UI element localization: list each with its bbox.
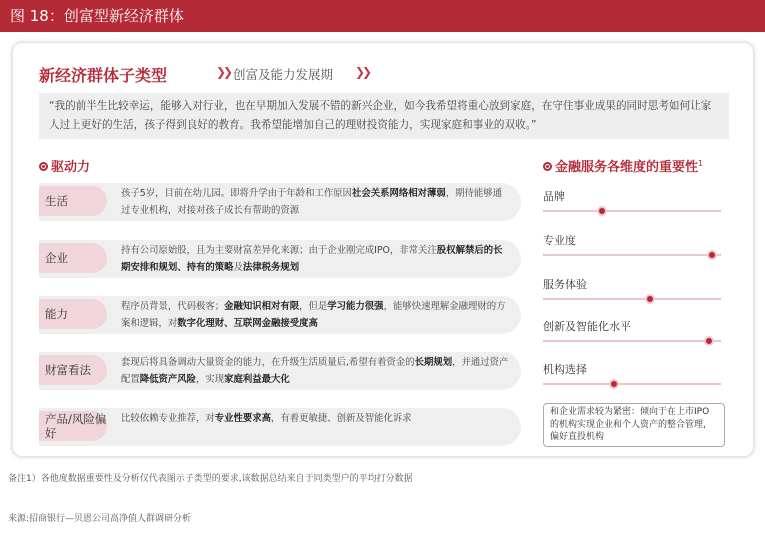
importance-heading: 金融服务各维度的重要性$^1$ xyxy=(543,156,703,175)
driver-tag: 财富看法 xyxy=(39,355,107,385)
double-chevron-right-icon: ❯❯ xyxy=(216,65,231,79)
importance-track xyxy=(543,340,721,342)
importance-marker xyxy=(707,250,717,260)
driver-tag: 企业 xyxy=(39,243,107,273)
driver-tag: 生活 xyxy=(39,186,107,216)
persona-card xyxy=(12,42,754,457)
importance-track xyxy=(543,210,721,212)
driver-row xyxy=(39,408,521,446)
stage-label: 创富及能力发展期 xyxy=(233,67,334,82)
dimension-label: 机构选择 xyxy=(543,363,587,376)
importance-marker xyxy=(704,336,714,346)
importance-marker xyxy=(597,206,607,216)
driver-tag: 能力 xyxy=(39,299,107,329)
driver-description: 套现后将具备调动大量资金的能力，在升级生活质量后,希望有着资金的长期规划，并通过资产配置降低资产风险，实现家庭利益最大化 xyxy=(121,357,509,385)
footnote: 备注1）各他度数据重要性及分析仅代表图示子类型的要求,该数据总结来自于同类型户的平均打分数据 xyxy=(8,474,413,484)
importance-marker xyxy=(645,294,655,304)
importance-track xyxy=(543,298,721,300)
driver-description: 持有公司原始股，且为主要财富差异化来源；由于企业刚完成IPO，非常关注股权解禁后的长期安排和规划、持有的策略及法律税务规划 xyxy=(121,245,503,273)
double-chevron-right-icon: ❯❯ xyxy=(355,65,370,79)
figure-title: 图 18：创富型新经济群体 xyxy=(0,0,765,32)
dimension-label: 专业度 xyxy=(543,234,576,247)
dimension-label: 服务体验 xyxy=(543,278,587,291)
target-icon xyxy=(543,162,552,171)
source-note: 来源:招商银行—贝恩公司高净值人群调研分析 xyxy=(8,514,192,524)
driver-row xyxy=(39,352,521,390)
dimension-label: 创新及智能化水平 xyxy=(543,320,631,333)
driver-description: 程序员背景，代码极客；金融知识相对有限，但是学习能力很强，能够快速理解金融理财的方案和逻辑，对数字化理财、互联网金融接受度高 xyxy=(121,301,506,329)
institution-note: 和企业需求较为紧密：倾向于在上市IPO的机构实现企业和个人资产的整合管理，偏好直投机构 xyxy=(543,403,725,447)
driver-row xyxy=(39,296,521,334)
importance-track xyxy=(543,383,721,385)
dimension-label: 品牌 xyxy=(543,190,565,203)
driver-tag: 产品/风险偏好 xyxy=(39,411,107,441)
card-title: 新经济群体子类型 xyxy=(39,66,168,85)
persona-quote: “我的前半生比较幸运，能够入对行业，也在早期加入发展不错的新兴企业，如今我希望将重心放到家庭，在守住事业成果的同时思考如何让家人过上更好的生活，孩子得到良好的教育。我希望能增加自己的理财投资能力，实现家庭和事业的双收。” xyxy=(39,93,729,139)
driver-description: 比较依赖专业推荐，对专业性要求高，有着更敏捷、创新及智能化诉求 xyxy=(121,413,412,424)
importance-track xyxy=(543,254,721,256)
driver-row xyxy=(39,183,521,221)
drivers-heading: 驱动力 xyxy=(39,156,90,175)
target-icon xyxy=(39,162,48,171)
driver-description: 孩子5岁，目前在幼儿园。即将升学由于年龄和工作原因社会关系网络相对薄弱，期待能够通过专业机构，对接对孩子成长有帮助的资源 xyxy=(121,188,502,216)
importance-marker xyxy=(609,379,619,389)
driver-row xyxy=(39,240,521,278)
